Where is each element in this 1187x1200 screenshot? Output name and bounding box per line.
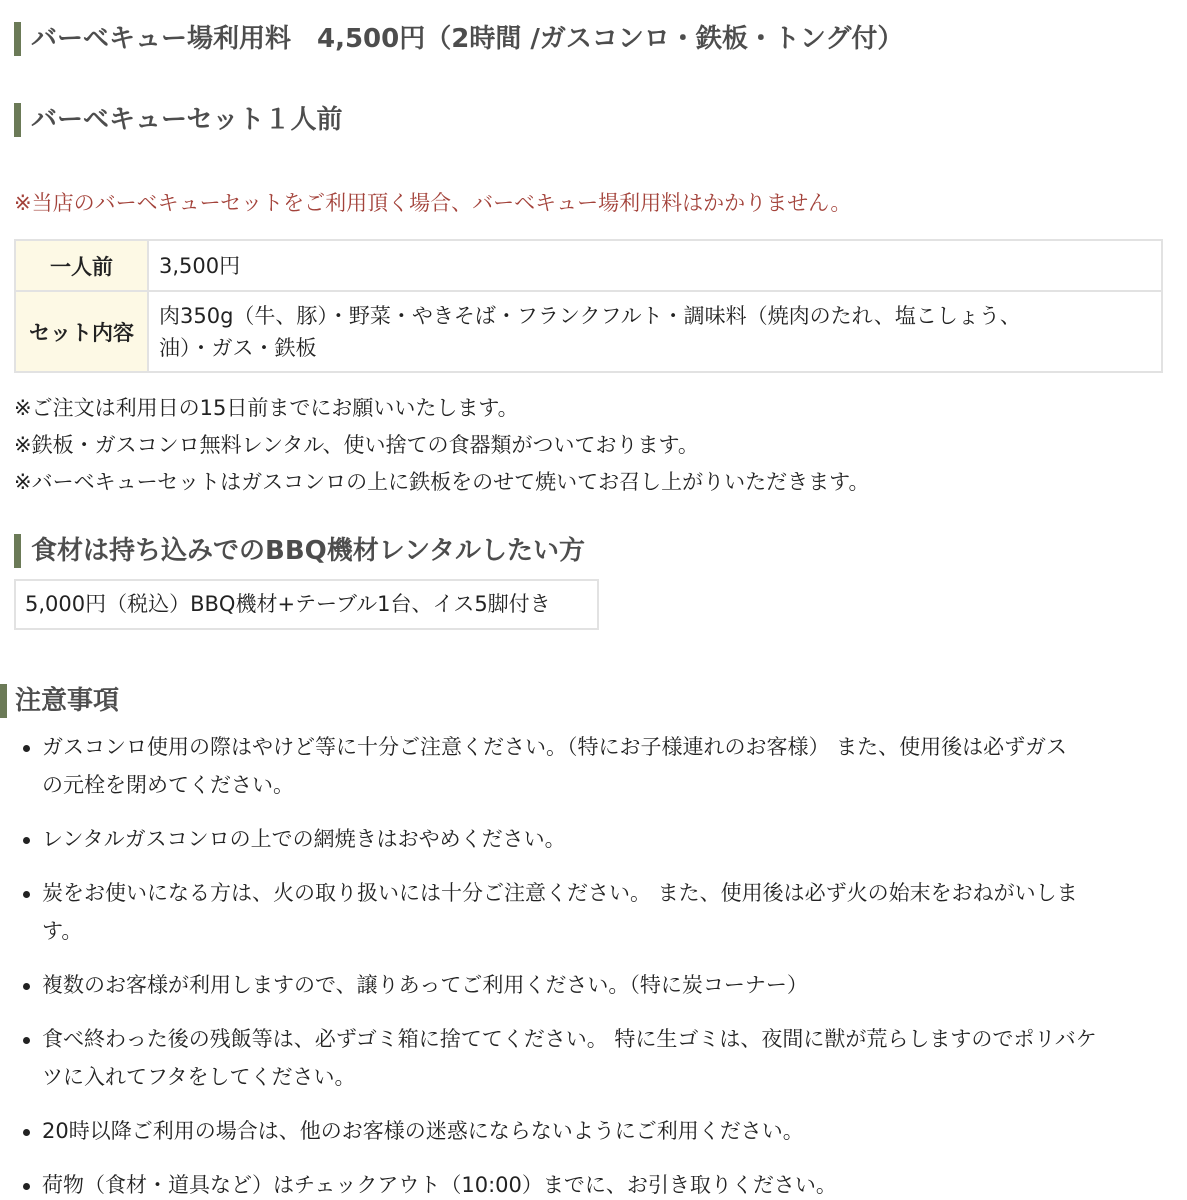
table-value (148, 291, 1162, 372)
list-item (14, 728, 1174, 804)
list-item (14, 1112, 1174, 1150)
list-item (14, 874, 1174, 950)
notice-list (14, 728, 1174, 1200)
list-item-line: 荷物（食材・道具など）はチェックアウト（10:00）までに、お引き取りください。 (42, 1173, 837, 1197)
list-item (14, 1166, 1174, 1200)
list-item (14, 1020, 1174, 1096)
note-line: ※バーベキューセットはガスコンロの上に鉄板をのせて焼いてお召し上がりいただきます。 (14, 470, 870, 494)
list-item-line: す。 (42, 919, 83, 943)
list-item-line: ツに入れてフタをしてください。 (42, 1065, 356, 1089)
list-item-line: ガスコンロ使用の際はやけど等に十分ご注意ください。（特にお子様連れのお客様） また、使用後は必ずガス (42, 735, 1067, 759)
list-item-line: 20時以降ご利用の場合は、他のお客様の迷惑にならないようにご利用ください。 (42, 1119, 804, 1143)
table-label: セット内容 (15, 291, 148, 372)
order-notes (14, 390, 870, 501)
note-line: ※ご注文は利用日の15日前までにお願いいたします。 (14, 396, 519, 420)
table-value: 3,500円 (148, 240, 1162, 291)
list-item-line: 炭をお使いになる方は、火の取り扱いには十分ご注意ください。 また、使用後は必ず火の始末をおねがいしま (42, 881, 1078, 905)
list-item-line: 複数のお客様が利用しますので、譲りあってご利用ください。（特に炭コーナー） (42, 973, 808, 997)
list-item-line: 食べ終わった後の残飯等は、必ずゴミ箱に捨ててください。 特に生ゴミは、夜間に獣が荒らしますのでポリバケ (42, 1027, 1097, 1051)
list-item-line: の元栓を閉めてください。 (42, 773, 294, 797)
table-label: 一人前 (15, 240, 148, 291)
set-fee-note: ※当店のバーベキューセットをご利用頂く場合、バーベキュー場利用料はかかりません。 (14, 191, 852, 215)
set-info-table (14, 239, 1163, 373)
list-item (14, 966, 1174, 1004)
notice-heading: 注意事項 (0, 684, 119, 718)
fee-heading: バーベキュー場利用料 4,500円（2時間 /ガスコンロ・鉄板・トング付） (14, 22, 903, 56)
bbq-set-heading: バーベキューセット１人前 (14, 103, 342, 137)
table-value-line: 肉350g（牛、豚）・野菜・やきそば・フランクフルト・調味料（焼肉のたれ、塩こしょう、 (159, 303, 1021, 328)
table-row (15, 240, 1162, 291)
list-item-line: レンタルガスコンロの上での網焼きはおやめください。 (42, 827, 566, 851)
list-item (14, 820, 1174, 858)
table-value-line: 油）・ガス・鉄板 (159, 335, 317, 360)
rental-price-box: 5,000円（税込）BBQ機材+テーブル1台、イス5脚付き (14, 579, 599, 630)
table-row (15, 291, 1162, 372)
note-line: ※鉄板・ガスコンロ無料レンタル、使い捨ての食器類がついております。 (14, 433, 699, 457)
rental-heading: 食材は持ち込みでのBBQ機材レンタルしたい方 (14, 534, 585, 568)
